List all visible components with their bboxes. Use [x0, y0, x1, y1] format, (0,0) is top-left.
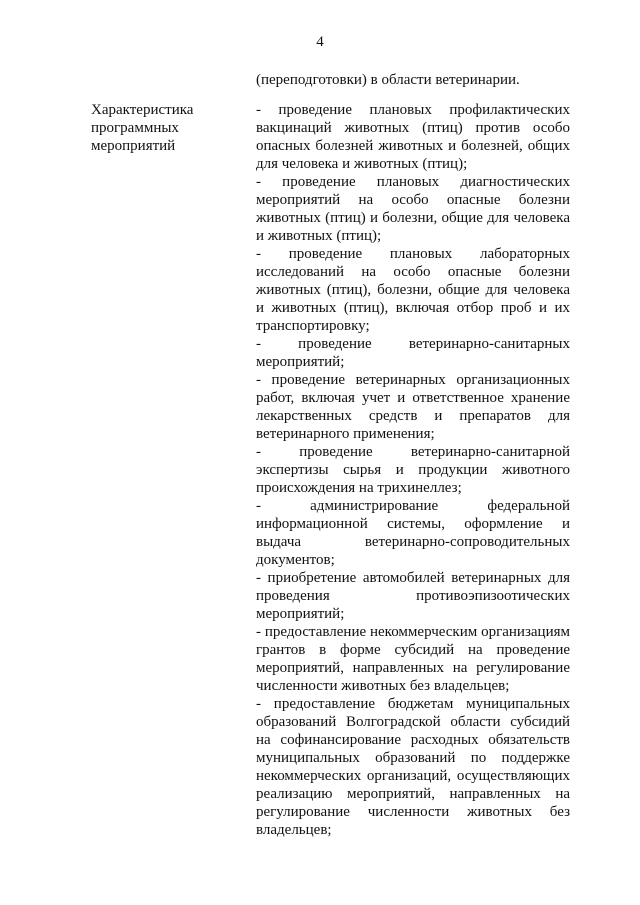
list-item: - проведение ветеринарных организационных работ, включая учет и ответственное хранение лекарственных средств и препаратов для ветеринарного применения;: [256, 372, 570, 442]
list-item: - проведение ветеринарно-санитарной экспертизы сырья и продукции животного происхождения на трихинеллез;: [256, 444, 570, 496]
list-item: - проведение плановых профилактических вакцинаций животных (птиц) против особо опасных болезней животных и болезней, общих для человека и животных (птиц);: [256, 102, 570, 172]
list-item: - проведение плановых лабораторных исследований на особо опасные болезни животных (птиц), болезни, общие для человека и животных (птиц), включая отбор проб и их транспортировку;: [256, 246, 570, 334]
list-item: - проведение плановых диагностических мероприятий на особо опасные болезни животных (птиц) и болезни, общие для человека и животных (птиц);: [256, 174, 570, 244]
continued-text-line: (переподготовки) в области ветеринарии.: [256, 72, 520, 88]
list-item: - приобретение автомобилей ветеринарных для проведения противоэпизоотических мероприятий;: [256, 570, 570, 622]
list-item: - предоставление некоммерческим организациям грантов в форме субсидий на проведение мероприятий, направленных на регулирование численности животных без владельцев;: [256, 624, 570, 694]
list-item: - предоставление бюджетам муниципальных образований Волгоградской области субсидий на софинансирование расходных обязательств муниципальных образований по поддержке некоммерческих организаций, осуществляющих реализацию мероприятий, направленных на регулирование численности животных без владельцев;: [256, 696, 570, 838]
list-item: - администрирование федеральной информационной системы, оформление и выдача ветеринарно-сопроводительных документов;: [256, 498, 570, 568]
page-number: 4: [316, 34, 324, 50]
program-activities-list: [256, 101, 570, 839]
row-label: Характеристика программных мероприятий: [91, 102, 194, 154]
list-item: - проведение ветеринарно-санитарных мероприятий;: [256, 336, 570, 370]
